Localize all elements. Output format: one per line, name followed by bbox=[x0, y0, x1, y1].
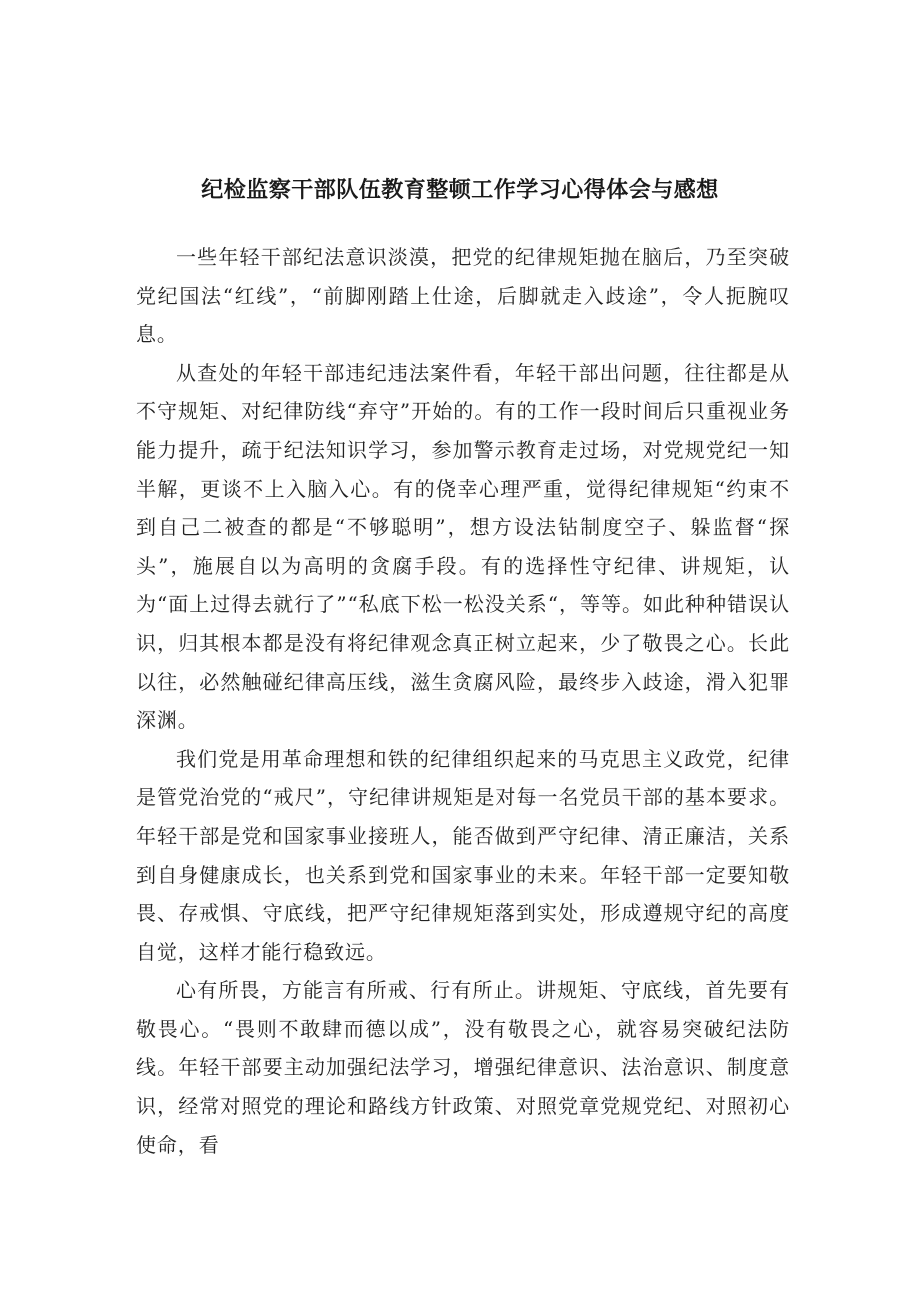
paragraph-2: 从查处的年轻干部违纪违法案件看，年轻干部出问题，往往都是从不守规矩、对纪律防线“弃守”开始的。有的工作一段时间后只重视业务能力提升，疏于纪法知识学习，参加警示教育走过场，对党规党纪一知半解，更谈不上入脑入心。有的侥幸心理严重，觉得纪律规矩“约束不到自己二被查的都是“不够聪明”，想方设法钻制度空子、躲监督“探头”，施展自以为高明的贪腐手段。有的选择性守纪律、讲规矩，认为“面上过得去就行了”“私底下松一松没关系“，等等。如此种种错误认识，归其根本都是没有将纪律观念真正树立起来，少了敬畏之心。长此以往，必然触碰纪律高压线，滋生贪腐风险，最终步入歧途，滑入犯罪深渊。 bbox=[136, 360, 790, 733]
paragraph-1: 一些年轻干部纪法意识淡漠，把党的纪律规矩抛在脑后，乃至突破党纪国法“红线”，“前脚刚踏上仕途，后脚就走入歧途”，令人扼腕叹息。 bbox=[136, 245, 790, 347]
document-body bbox=[136, 238, 790, 1164]
paragraph-3: 我们党是用革命理想和铁的纪律组织起来的马克思主义政党，纪律是管党治党的“戒尺”，守纪律讲规矩是对每一名党员干部的基本要求。年轻干部是党和国家事业接班人，能否做到严守纪律、清正廉洁，关系到自身健康成长，也关系到党和国家事业的未来。年轻干部一定要知敬畏、存戒惧、守底线，把严守纪律规矩落到实处，形成遵规守纪的高度自觉，这样才能行稳致远。 bbox=[136, 746, 790, 964]
document-title: 纪检监察干部队伍教育整顿工作学习心得体会与感想 bbox=[201, 178, 719, 203]
paragraph-4: 心有所畏，方能言有所戒、行有所止。讲规矩、守底线，首先要有敬畏心。“畏则不敢肆而德以成”，没有敬畏之心，就容易突破纪法防线。年轻干部要主动加强纪法学习，增强纪律意识、法治意识、制度意识，经常对照党的理论和路线方针政策、对照党章党规党纪、对照初心使命，看 bbox=[136, 978, 790, 1157]
